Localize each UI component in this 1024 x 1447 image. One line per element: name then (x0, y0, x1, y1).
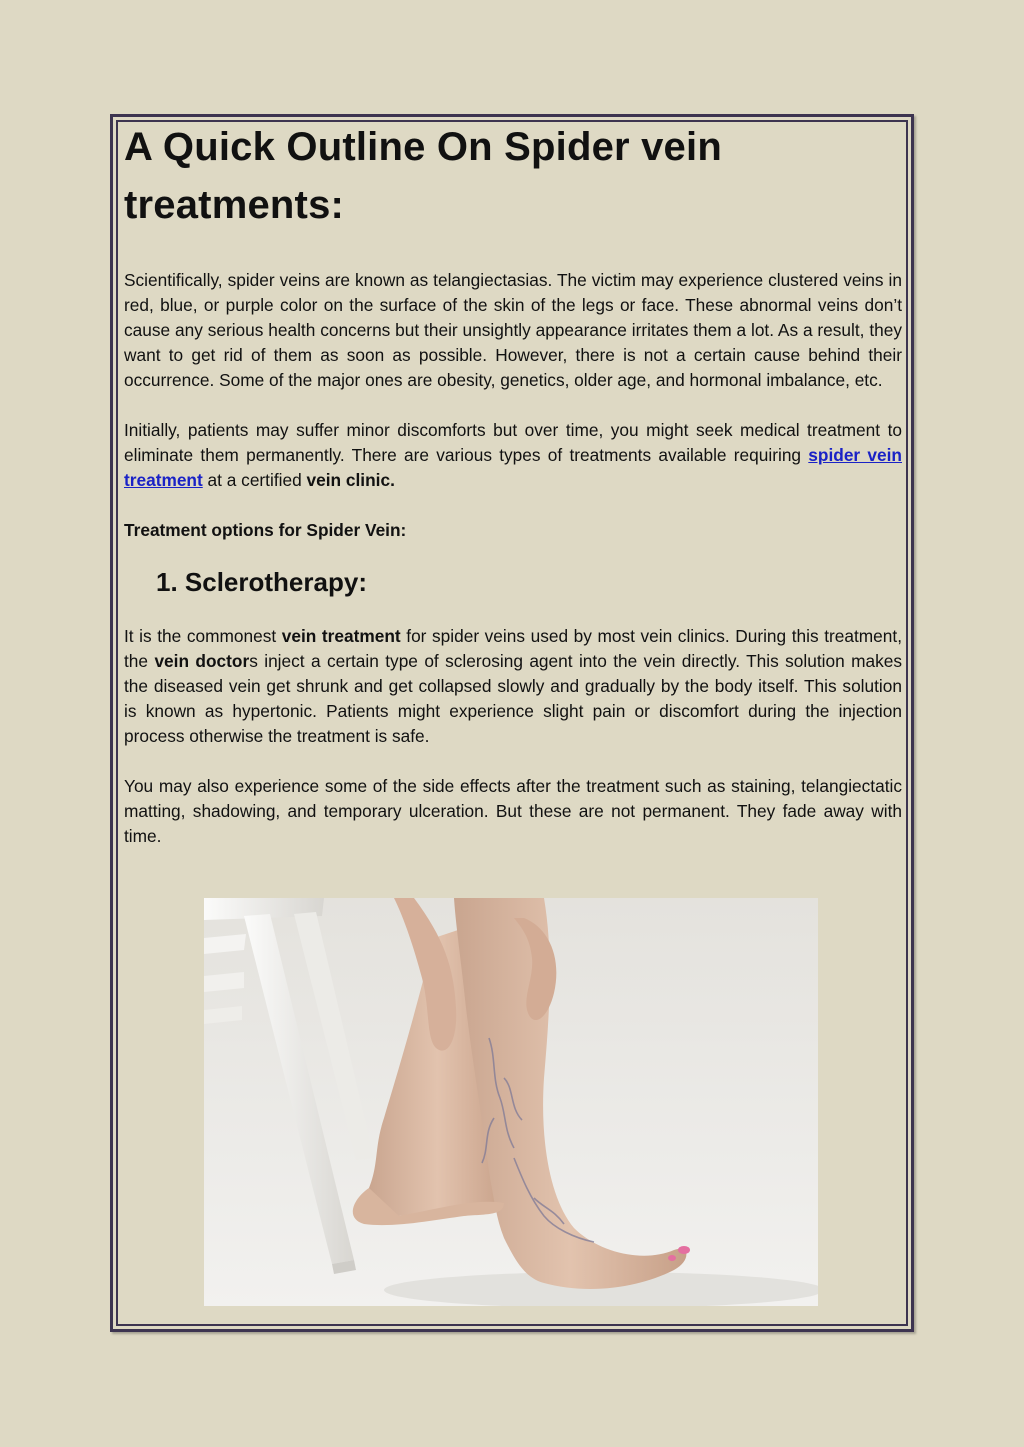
spider-vein-treatment-link[interactable]: spider vein treatment (124, 445, 902, 490)
treatment-options-heading: Treatment options for Spider Vein: (124, 520, 407, 540)
article-title: A Quick Outline On Spider vein treatments: (124, 125, 722, 227)
sclerotherapy-text-2: for spider veins used by most vein clinics. During this treatment, the (124, 626, 902, 671)
sclerotherapy-paragraph (124, 624, 902, 749)
treatment-paragraph-text-after: at a certified (202, 470, 307, 490)
legs-photo-illustration (204, 898, 818, 1306)
vein-doctor-bold: vein doctor (154, 651, 250, 671)
intro-paragraph: Scientifically, spider veins are known as telangiectasias. The victim may experience clustered veins in red, blue, or purple color on the surface of the skin of the legs or face. These abnormal veins don’t cause any serious health concerns but their unsightly appearance irritates them a lot. As a result, they want to get rid of them as soon as possible. However, there is not a certain cause behind their occurrence. Some of the major ones are obesity, genetics, older age, and hormonal imbalance, etc. (124, 270, 902, 390)
vein-treatment-bold: vein treatment (281, 626, 401, 646)
sclerotherapy-heading: 1. Sclerotherapy: (156, 567, 367, 597)
sclerotherapy-text-3: s inject a certain type of sclerosing agent into the vein directly. This solution makes the diseased vein get shrunk and get collapsed slowly and gradually by the body itself. This solution is known as hypertonic. Patients might experience slight pain or discomfort during the injection process otherwise the treatment is safe. (124, 651, 903, 746)
treatment-paragraph (124, 418, 902, 493)
vein-clinic-bold: vein clinic. (306, 470, 395, 490)
side-effects-paragraph: You may also experience some of the side effects after the treatment such as staining, telangiectatic matting, shadowing, and temporary ulceration. But these are not permanent. They fade away with time. (124, 776, 902, 846)
article-content (124, 118, 902, 849)
legs-photo (204, 898, 818, 1306)
treatment-paragraph-text: Initially, patients may suffer minor discomforts but over time, you might seek medical treatment to eliminate them permanently. There are various types of treatments available requiring (124, 420, 902, 465)
sclerotherapy-text-1: It is the commonest (124, 626, 282, 646)
